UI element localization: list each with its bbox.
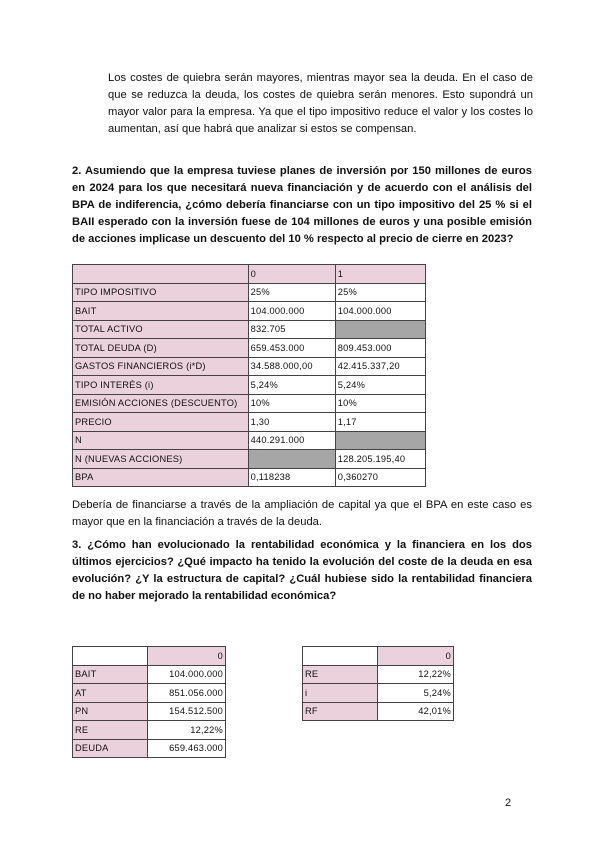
- cell: 1: [335, 265, 425, 284]
- cell: 10%: [248, 394, 335, 413]
- row-label: [73, 265, 249, 284]
- page-number: 2: [505, 797, 512, 809]
- row-label: PRECIO: [73, 413, 249, 432]
- table-row: [73, 431, 426, 450]
- cell: 809.453.000: [335, 339, 425, 358]
- row-label: TOTAL DEUDA (D): [73, 339, 249, 358]
- cell: 104.000.000: [248, 302, 335, 321]
- row-label: EMISIÓN ACCIONES (DESCUENTO): [73, 394, 249, 413]
- cell: 104.000.000: [335, 302, 425, 321]
- table-row: [303, 665, 454, 684]
- cell: 5,24%: [248, 376, 335, 395]
- row-label: [303, 647, 378, 666]
- re-table: [72, 646, 226, 758]
- row-label: BAIT: [73, 665, 148, 684]
- cell: 34.588.000,00: [248, 357, 335, 376]
- table-row: [73, 394, 426, 413]
- row-label: RF: [303, 702, 378, 721]
- table-row: [73, 283, 426, 302]
- row-label: GASTOS FINANCIEROS (i*D): [73, 357, 249, 376]
- row-label: DEUDA: [73, 739, 148, 758]
- cell: 5,24%: [378, 684, 454, 703]
- table-row: [73, 721, 226, 740]
- table-row: [73, 450, 426, 469]
- cell: 5,24%: [335, 376, 425, 395]
- row-label: RE: [73, 721, 148, 740]
- table-row: [73, 665, 226, 684]
- cell: 42,01%: [378, 702, 454, 721]
- cell: 12,22%: [148, 721, 226, 740]
- cell: [335, 431, 425, 450]
- table-row: [73, 739, 226, 758]
- row-label: BPA: [73, 468, 249, 487]
- answer-2: Debería de financiarse a través de la ampliación de capital ya que el BPA en este caso es mayor que en la financiación a través de la deuda.: [72, 499, 532, 528]
- question-2: 2. Asumiendo que la empresa tuviese planes de inversión por 150 millones de euros en 2024 para los que necesitará nueva financiación y de acuerdo con el análisis del BPA de indiferencia, ¿cómo debería financiarse con un tipo impositivo del 25 % si el BAII esperado con la inversión fuese de 104 millones de euros y una posible emisión de acciones implicase un descuento del 10 % respecto al precio de cierre en 2023?: [72, 165, 532, 245]
- cell: 0,360270: [335, 468, 425, 487]
- cell: 25%: [335, 283, 425, 302]
- cell: 104.000.000: [148, 665, 226, 684]
- table-header-row: [303, 647, 454, 666]
- question-3: 3. ¿Cómo han evolucionado la rentabilidad económica y la financiera en los dos últimos ejercicios? ¿Qué impacto ha tenido la evolución del coste de la deuda en esa evolución? ¿Y la estructura de capital? ¿Cuál hubiese sido la rentabilidad financiera de no haber mejorado la rentabilidad económica?: [72, 539, 532, 602]
- row-label: N (NUEVAS ACCIONES): [73, 450, 249, 469]
- cell: 0: [378, 647, 454, 666]
- row-label: TOTAL ACTIVO: [73, 320, 249, 339]
- cell: 10%: [335, 394, 425, 413]
- intro-paragraph: Los costes de quiebra serán mayores, mientras mayor sea la deuda. En el caso de que se reduzca la deuda, los costes de quiebra serán menores. Esto supondrá un mayor valor para la empresa. Ya que el tipo impositivo reduce el valor y los costes lo aumentan, así que habrá que analizar si estos se compensan.: [108, 72, 533, 135]
- cell: 0,118238: [248, 468, 335, 487]
- table-row: [73, 302, 426, 321]
- table-row: [73, 684, 226, 703]
- row-label: i: [303, 684, 378, 703]
- cell: 0: [248, 265, 335, 284]
- cell: 128.205.195,40: [335, 450, 425, 469]
- cell: [248, 450, 335, 469]
- cell: 659.463.000: [148, 739, 226, 758]
- cell: 154.512.500: [148, 702, 226, 721]
- row-label: AT: [73, 684, 148, 703]
- cell: 832.705: [248, 320, 335, 339]
- table-row: [73, 339, 426, 358]
- cell: 440.291.000: [248, 431, 335, 450]
- cell: 0: [148, 647, 226, 666]
- row-label: N: [73, 431, 249, 450]
- cell: [335, 320, 425, 339]
- cell: 1,17: [335, 413, 425, 432]
- cell: 851.056.000: [148, 684, 226, 703]
- bpa-table: [72, 264, 426, 487]
- table-row: [73, 357, 426, 376]
- cell: 12,22%: [378, 665, 454, 684]
- cell: 42.415.337,20: [335, 357, 425, 376]
- table-header-row: [73, 265, 426, 284]
- row-label: BAIT: [73, 302, 249, 321]
- row-label: RE: [303, 665, 378, 684]
- table-row: [73, 413, 426, 432]
- table-row: [73, 376, 426, 395]
- row-label: TIPO INTERÉS (i): [73, 376, 249, 395]
- cell: 25%: [248, 283, 335, 302]
- table-row: [73, 320, 426, 339]
- row-label: TIPO IMPOSITIVO: [73, 283, 249, 302]
- table-row: [303, 684, 454, 703]
- table-row: [73, 468, 426, 487]
- cell: 1,30: [248, 413, 335, 432]
- table-header-row: [73, 647, 226, 666]
- table-row: [303, 702, 454, 721]
- rf-table: [302, 646, 454, 721]
- row-label: PN: [73, 702, 148, 721]
- row-label: [73, 647, 148, 666]
- cell: 659.453.000: [248, 339, 335, 358]
- table-row: [73, 702, 226, 721]
